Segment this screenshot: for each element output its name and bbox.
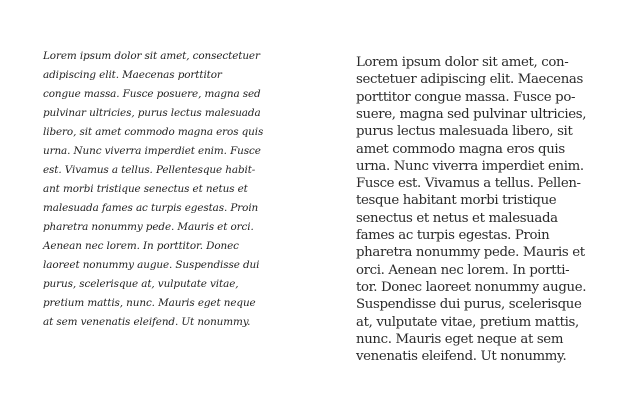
text-line: fames ac turpis egestas. Proin — [356, 228, 550, 243]
text-line: purus, scelerisque at, vulputate vitae, — [43, 278, 239, 290]
text-line: libero, sit amet commodo magna eros quis — [43, 126, 264, 138]
text-line: amet commodo magna eros quis — [356, 141, 565, 157]
text-line: Lorem ipsum dolor sit amet, con- — [356, 55, 569, 70]
text-line: Fusce est. Vivamus a tellus. Pellen- — [356, 176, 581, 192]
text-line: est. Vivamus a tellus. Pellentesque habit- — [43, 164, 256, 176]
text-line: pharetra nonummy pede. Mauris et — [356, 245, 585, 261]
text-line: senectus et netus et malesuada — [356, 210, 558, 226]
text-line: Lorem ipsum dolor sit amet, consectetuer — [43, 50, 260, 62]
text-line: Aenean nec lorem. In porttitor. Donec — [43, 240, 239, 252]
text-line: at, vulputate vitae, pretium mattis, — [356, 314, 579, 330]
text-line: urna. Nunc viverra imperdiet enim. — [356, 158, 584, 174]
text-line: orci. Aenean nec lorem. In portti- — [356, 262, 570, 278]
text-line: tesque habitant morbi tristique — [356, 193, 557, 209]
text-line: sectetuer adipiscing elit. Maecenas — [356, 72, 583, 88]
text-line: pretium mattis, nunc. Mauris eget neque — [43, 297, 256, 309]
text-line: malesuada fames ac turpis egestas. Proin — [43, 202, 259, 214]
text-line: suere, magna sed pulvinar ultricies, — [356, 106, 587, 122]
text-line: at sem venenatis eleifend. Ut nonummy. — [43, 316, 251, 328]
text-line: congue massa. Fusce posuere, magna sed — [43, 88, 261, 100]
text-line: purus lectus malesuada libero, sit — [356, 124, 573, 140]
text-line: porttitor congue massa. Fusce po- — [356, 89, 576, 105]
text-line: ant morbi tristique senectus et netus et — [43, 183, 248, 195]
text-line: tor. Donec laoreet nonummy augue. — [356, 279, 587, 295]
text-line: nunc. Mauris eget neque at sem — [356, 331, 564, 347]
text-line: Suspendisse dui purus, scelerisque — [356, 297, 582, 313]
text-line: venenatis eleifend. Ut nonummy. — [356, 349, 567, 365]
text-line: laoreet nonummy augue. Suspendisse dui — [43, 259, 260, 271]
text-line: adipiscing elit. Maecenas porttitor — [43, 69, 222, 81]
text-line: urna. Nunc viverra imperdiet enim. Fusce — [43, 145, 261, 157]
text-line: pulvinar ultricies, purus lectus malesuada — [43, 107, 261, 119]
text-line: pharetra nonummy pede. Mauris et orci. — [43, 221, 254, 233]
